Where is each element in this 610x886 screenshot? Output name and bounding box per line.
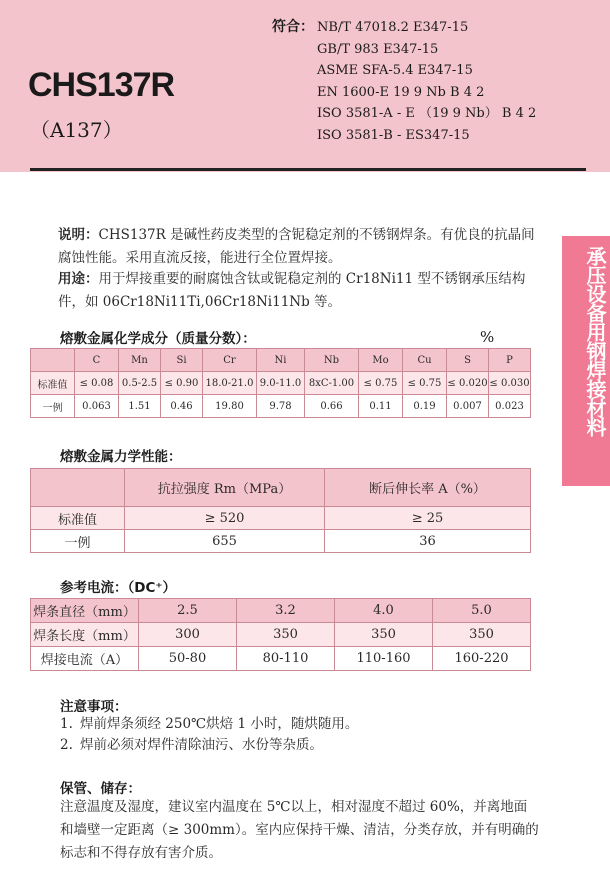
header-band <box>0 0 610 172</box>
table-cell: 8xC-1.00 <box>305 372 359 395</box>
table-cell: 0.66 <box>305 395 359 418</box>
list-item <box>60 714 358 735</box>
table-row <box>31 507 531 530</box>
table-header-cell <box>31 469 125 507</box>
table-cell: 350 <box>237 623 335 647</box>
note-number: 1. <box>60 716 73 732</box>
table-header-cell: S <box>447 349 489 372</box>
table-cell: 0.063 <box>75 395 119 418</box>
description-text: CHS137R 是碱性药皮类型的含铌稳定剂的不锈钢焊条。有优良的抗晶间腐蚀性能。采用直流反接，能进行全位置焊接。 <box>58 227 535 266</box>
standard-item: GB/T 983 E347-15 <box>317 41 439 57</box>
standard-item: ISO 3581-A - E （19 9 Nb） B 4 2 <box>317 106 537 122</box>
row-label-cell: 焊条直径（mm） <box>31 599 139 623</box>
table-cell: 1.51 <box>119 395 161 418</box>
table-row <box>31 372 531 395</box>
table-row <box>31 623 531 647</box>
standard-item: ISO 3581-B - ES347-15 <box>317 127 470 143</box>
note-text: 焊前必须对焊件清除油污、水份等杂质。 <box>80 737 323 753</box>
table-cell: 655 <box>125 530 325 553</box>
current-title: 参考电流：（DC⁺） <box>60 580 176 596</box>
storage-title: 保管、储存： <box>60 781 141 797</box>
table-cell: 350 <box>335 623 433 647</box>
table-cell: 80-110 <box>237 647 335 671</box>
usage-label: 用途： <box>58 271 99 287</box>
header-divider <box>30 168 586 171</box>
category-label: 承压设备用钢焊接材料 <box>583 246 607 436</box>
table-cell: 0.11 <box>359 395 403 418</box>
description-label: 说明： <box>58 227 99 243</box>
table-cell: 160-220 <box>433 647 531 671</box>
table-header-cell: Ni <box>257 349 305 372</box>
table-header-cell: Nb <box>305 349 359 372</box>
table-header-cell: 抗拉强度 Rm（MPa） <box>125 469 325 507</box>
table-header-cell: Si <box>161 349 203 372</box>
product-code: CHS137R <box>28 66 175 104</box>
table-row <box>31 395 531 418</box>
standard-item: EN 1600-E 19 9 Nb B 4 2 <box>317 84 485 100</box>
current-table <box>30 598 531 671</box>
table-cell: ≤ 0.75 <box>403 372 447 395</box>
table-header-cell: Mn <box>119 349 161 372</box>
chemical-title: 熔敷金属化学成分（质量分数）： <box>60 331 256 347</box>
standard-item: NB/T 47018.2 E347-15 <box>317 20 469 35</box>
standard-item: ASME SFA-5.4 E347-15 <box>317 63 473 79</box>
table-cell: 4.0 <box>335 599 433 623</box>
chemical-table <box>30 348 531 418</box>
table-cell: 5.0 <box>433 599 531 623</box>
mechanical-title: 熔敷金属力学性能： <box>60 449 182 465</box>
table-cell: ≤ 0.75 <box>359 372 403 395</box>
table-header-cell: P <box>489 349 531 372</box>
row-label-cell: 一例 <box>31 395 75 418</box>
table-header-cell: 断后伸长率 A（%） <box>325 469 531 507</box>
table-cell: 9.0-11.0 <box>257 372 305 395</box>
table-header-cell: Cu <box>403 349 447 372</box>
category-side-tab <box>562 236 610 486</box>
note-number: 2. <box>60 737 73 753</box>
table-row <box>31 599 531 623</box>
note-text: 焊前焊条须经 250℃烘焙 1 小时，随烘随用。 <box>80 716 359 732</box>
row-label-cell: 标准值 <box>31 372 75 395</box>
table-cell: 9.78 <box>257 395 305 418</box>
notes-list <box>60 714 358 756</box>
standards-list <box>317 17 536 147</box>
table-cell: 0.5-2.5 <box>119 372 161 395</box>
description <box>58 224 548 270</box>
list-item <box>60 735 358 756</box>
table-cell: 350 <box>433 623 531 647</box>
standards-label: 符合： <box>272 19 314 35</box>
notes-title: 注意事项： <box>60 699 128 715</box>
table-row <box>31 530 531 553</box>
product-alias: （A137） <box>30 118 123 142</box>
storage-text: 注意温度及湿度，建议室内温度在 5℃以上，相对湿度不超过 60%，并离地面和墙壁一定距离（≥ 300mm）。室内应保持干燥、清洁，分类存放，并有明确的标志和不得存放有害介质。 <box>60 799 539 861</box>
table-cell: 36 <box>325 530 531 553</box>
usage <box>58 268 548 314</box>
row-label-cell: 焊条长度（mm） <box>31 623 139 647</box>
table-cell: ≤ 0.020 <box>447 372 489 395</box>
table-cell: ≤ 0.030 <box>489 372 531 395</box>
table-header-cell: Mo <box>359 349 403 372</box>
table-row <box>31 647 531 671</box>
row-label-cell: 一例 <box>31 530 125 553</box>
table-cell: ≤ 0.08 <box>75 372 119 395</box>
row-label-cell: 标准值 <box>31 507 125 530</box>
table-cell: ≥ 25 <box>325 507 531 530</box>
table-header-cell: Cr <box>203 349 257 372</box>
table-cell: 2.5 <box>139 599 237 623</box>
table-cell: 300 <box>139 623 237 647</box>
table-cell: 0.46 <box>161 395 203 418</box>
table-cell: 110-160 <box>335 647 433 671</box>
table-header-cell: C <box>75 349 119 372</box>
mechanical-header-row <box>31 469 531 507</box>
table-cell: ≤ 0.90 <box>161 372 203 395</box>
table-cell: 3.2 <box>237 599 335 623</box>
table-cell: 0.19 <box>403 395 447 418</box>
chemical-unit: % <box>480 328 495 346</box>
mechanical-table <box>30 468 531 553</box>
table-cell: 50-80 <box>139 647 237 671</box>
table-cell: 19.80 <box>203 395 257 418</box>
table-cell: 18.0-21.0 <box>203 372 257 395</box>
row-label-cell: 焊接电流（A） <box>31 647 139 671</box>
table-cell: 0.023 <box>489 395 531 418</box>
table-cell: ≥ 520 <box>125 507 325 530</box>
table-header-cell <box>31 349 75 372</box>
table-cell: 0.007 <box>447 395 489 418</box>
chemical-header-row <box>31 349 531 372</box>
usage-text: 用于焊接重要的耐腐蚀含钛或铌稳定剂的 Cr18Ni11 型不锈钢承压结构件，如 06Cr18Ni11Ti,06Cr18Ni11Nb 等。 <box>58 271 526 310</box>
